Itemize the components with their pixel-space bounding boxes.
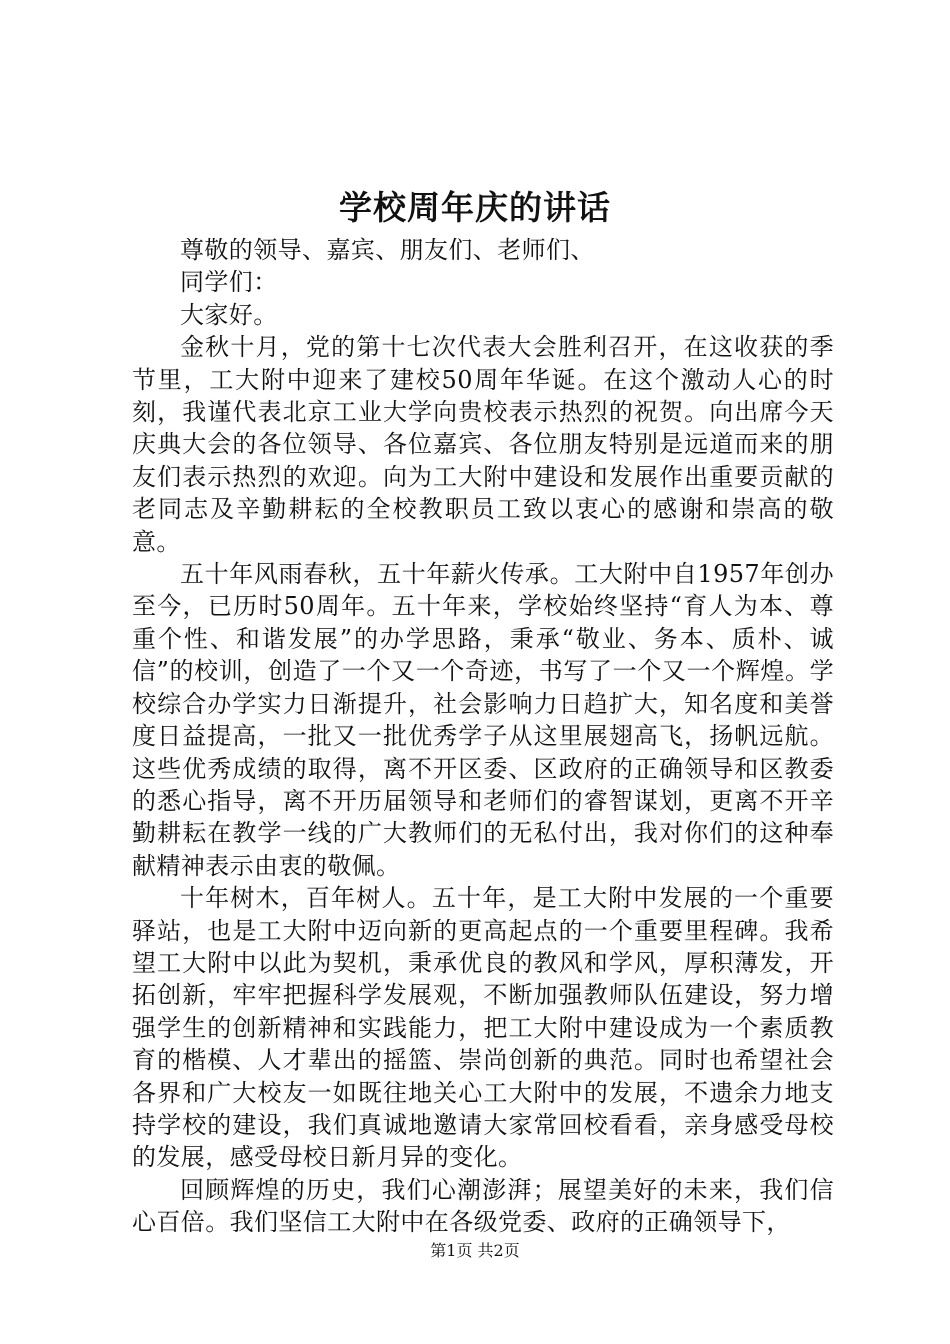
salutation-line-2: 同学们： [180,268,278,297]
document-body [132,234,834,1239]
salutation-line-1: 尊敬的领导、嘉宾、朋友们、老师们、 [180,236,595,264]
document-title: 学校周年庆的讲话 [339,188,611,227]
greeting-line: 大家好。 [180,300,278,329]
body-paragraph: 金秋十月，党的第十七次代表大会胜利召开，在这收获的季节里，工大附中迎来了建校50周年华诞。在这个激动人心的时刻，我谨代表北京工业大学向贵校表示热烈的祝贺。向出席今天庆典大会的各位领导、各位嘉宾、各位朋友特别是远道而来的朋友们表示热烈的欢迎。向为工大附中建设和发展作出重要贡献的老同志及辛勤耕耘的全校教职员工致以衷心的感谢和崇高的敬意。 [132,333,834,556]
page-number-footer: 第1页 共2页 [430,1241,520,1260]
body-paragraph: 五十年风雨春秋，五十年薪火传承。工大附中自1957年创办至今，已历时50周年。五十年来，学校始终坚持“育人为本、尊重个性、和谐发展”的办学思路，秉承“敬业、务本、质朴、诚信”的校训，创造了一个又一个奇迹，书写了一个又一个辉煌。学校综合办学实力日渐提升，社会影响力日趋扩大，知名度和美誉度日益提高，一批又一批优秀学子从这里展翅高飞，扬帆远航。这些优秀成绩的取得，离不开区委、区政府的正确领导和区教委的悉心指导，离不开历届领导和老师们的睿智谋划，更离不开辛勤耕耘在教学一线的广大教师们的无私付出，我对你们的这种奉献精神表示由衷的敬佩。 [132,560,834,880]
body-paragraph: 回顾辉煌的历史，我们心潮澎湃；展望美好的未来，我们信心百倍。我们坚信工大附中在各级党委、政府的正确领导下， [132,1175,834,1237]
body-paragraph: 十年树木，百年树人。五十年，是工大附中发展的一个重要驿站，也是工大附中迈向新的更高起点的一个重要里程碑。我希望工大附中以此为契机，秉承优良的教风和学风，厚积薄发，开拓创新，牢牢把握科学发展观，不断加强教师队伍建设，努力增强学生的创新精神和实践能力，把工大附中建设成为一个素质教育的楷模、人才辈出的摇篮、崇尚创新的典范。同时也希望社会各界和广大校友一如既往地关心工大附中的发展，不遗余力地支持学校的建设，我们真诚地邀请大家常回校看看，亲身感受母校的发展，感受母校日新月异的变化。 [132,884,834,1172]
